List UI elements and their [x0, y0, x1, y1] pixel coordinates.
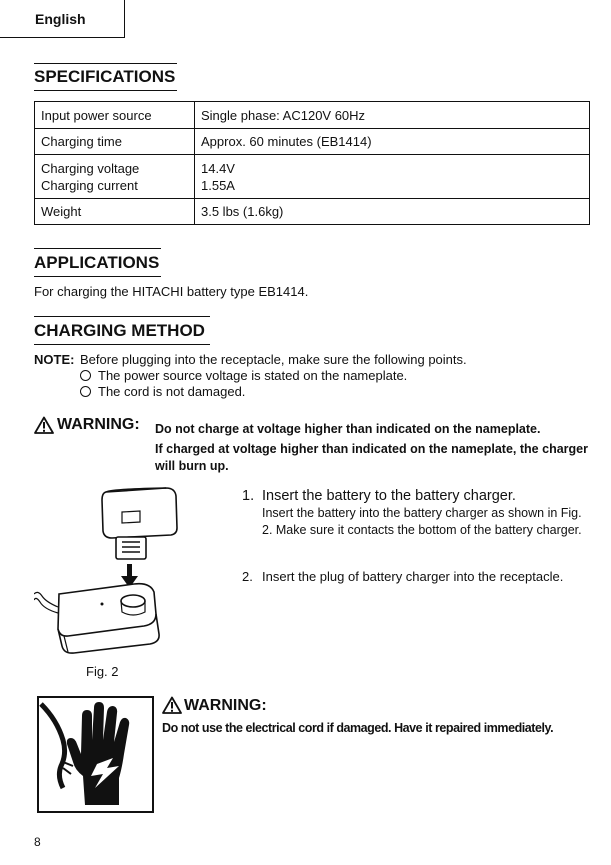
step-title: Insert the battery to the battery charger. — [262, 488, 516, 504]
applications-bottom-rule — [34, 276, 161, 277]
spec-value: 1.55A — [201, 177, 235, 193]
table-row — [35, 102, 590, 129]
language-tab — [0, 0, 125, 38]
spec-value: Approx. 60 minutes (EB1414) — [195, 129, 590, 155]
note-text: Before plugging into the receptacle, make sure the following points. — [80, 352, 467, 367]
charging-method-top-rule — [34, 316, 210, 317]
applications-text: For charging the HITACHI battery type EB1414. — [34, 284, 309, 299]
spec-value: 3.5 lbs (1.6kg) — [195, 199, 590, 225]
specifications-heading: SPECIFICATIONS — [34, 67, 176, 86]
page-number: 8 — [34, 835, 41, 849]
spec-label-cell — [35, 155, 195, 199]
step-number: 1. — [242, 488, 255, 504]
specifications-bottom-rule — [34, 90, 177, 91]
specifications-top-rule — [34, 63, 177, 64]
charger-illustration — [34, 584, 159, 653]
step-title: Insert the plug of battery charger into the receptacle. — [262, 569, 564, 584]
table-row — [35, 199, 590, 225]
spec-label: Charging voltage — [41, 160, 140, 176]
warning-text: Do not use the electrical cord if damaged. Have it repaired immediately. — [162, 721, 554, 735]
charging-method-heading: CHARGING METHOD — [34, 321, 205, 340]
table-row — [35, 155, 590, 199]
battery-charger-figure — [34, 484, 179, 662]
bullet-circle-icon — [80, 370, 91, 381]
table-row — [35, 129, 590, 155]
list-item-text: The power source voltage is stated on the nameplate. — [98, 368, 408, 383]
warning-triangle-icon — [34, 416, 54, 434]
spec-value: 14.4V — [201, 160, 235, 176]
step-number: 2. — [242, 569, 253, 584]
warning-triangle-icon — [162, 696, 182, 714]
figure-caption: Fig. 2 — [86, 664, 119, 679]
list-item-text: The cord is not damaged. — [98, 384, 246, 399]
applications-heading: APPLICATIONS — [34, 253, 160, 272]
warning-text-line2: If charged at voltage higher than indicated on the nameplate, the charger will burn up. — [155, 442, 588, 473]
electric-shock-hand-icon — [37, 696, 154, 813]
spec-label: Weight — [35, 199, 195, 225]
spec-value-cell — [195, 155, 590, 199]
note-label: NOTE: — [34, 352, 75, 367]
language-tab-label: English — [35, 11, 86, 27]
step-text: Insert the battery into the battery charger as shown in Fig. 2. Make sure it contacts the bottom of the battery charger. — [262, 506, 582, 537]
battery-illustration — [102, 488, 177, 559]
spec-label: Charging time — [35, 129, 195, 155]
spec-label: Charging current — [41, 177, 138, 193]
warning-heading: WARNING: — [57, 416, 140, 433]
list-item — [80, 384, 245, 400]
list-item — [80, 368, 407, 384]
warning-heading: WARNING: — [184, 697, 267, 714]
charging-method-bottom-rule — [34, 344, 210, 345]
specifications-table — [34, 101, 590, 225]
spec-value: Single phase: AC120V 60Hz — [195, 102, 590, 129]
bullet-circle-icon — [80, 386, 91, 397]
spec-label: Input power source — [35, 102, 195, 129]
warning-text-line1: Do not charge at voltage higher than indicated on the nameplate. — [155, 422, 541, 436]
applications-top-rule — [34, 248, 161, 249]
